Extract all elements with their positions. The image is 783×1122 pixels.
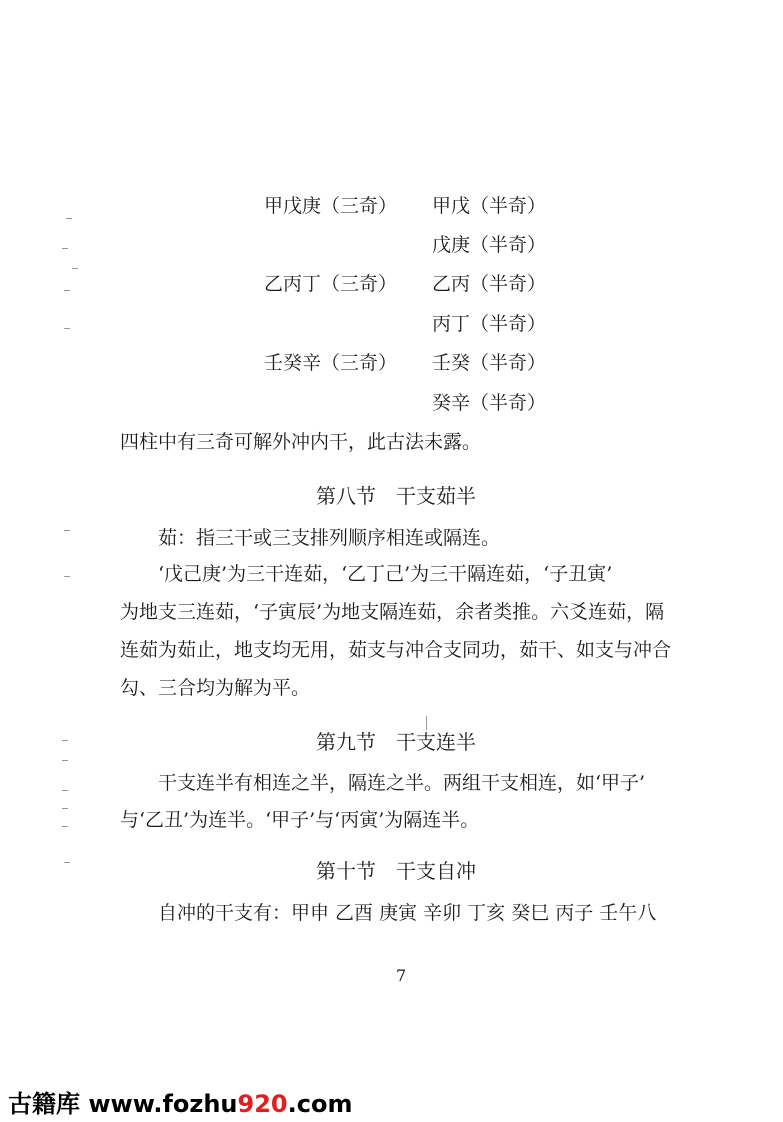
scan-speck — [72, 268, 78, 269]
scan-speck — [62, 740, 68, 741]
watermark-suffix: .com — [287, 1090, 353, 1118]
scan-speck — [64, 530, 70, 531]
qi-row-1-left: 甲戊庚（三奇） — [264, 195, 398, 217]
scan-speck — [426, 716, 427, 730]
scan-speck — [62, 808, 68, 809]
section-8-line-1: 茹：指三干或三支排列顺序相连或隔连。 — [158, 527, 501, 549]
scan-speck — [62, 826, 68, 827]
scan-speck — [66, 218, 72, 219]
qi-row-2-right: 戊庚（半奇） — [432, 234, 547, 256]
watermark-prefix: 古籍库 www.fozhu — [8, 1090, 238, 1118]
scan-speck — [64, 862, 70, 863]
section-8-line-2: ‘戊己庚’为三干连茹，‘乙丁己’为三干隔连茹，‘子丑寅’ — [158, 563, 613, 585]
scan-speck — [62, 790, 68, 791]
scan-speck — [62, 248, 68, 249]
scan-speck — [64, 576, 70, 577]
section-10-heading: 第十节 干支自冲 — [316, 859, 476, 883]
section-8-heading: 第八节 干支茹半 — [316, 484, 476, 508]
site-watermark — [8, 1084, 352, 1119]
qi-row-3-left: 乙丙丁（三奇） — [264, 273, 398, 295]
qi-row-5-right: 壬癸（半奇） — [432, 352, 547, 374]
qi-row-3-right: 乙丙（半奇） — [432, 273, 547, 295]
section-9-line-1: 干支连半有相连之半，隔连之半。两组干支相连，如‘甲子’ — [158, 772, 646, 794]
section-8-line-5: 勾、三合均为解为平。 — [120, 677, 311, 699]
scan-speck — [62, 760, 68, 761]
scan-speck — [64, 328, 70, 329]
qi-row-5-left: 壬癸辛（三奇） — [264, 352, 398, 374]
section-9-heading: 第九节 干支连半 — [316, 730, 476, 754]
qi-row-1-right: 甲戊（半奇） — [432, 195, 547, 217]
page-number: 7 — [396, 966, 407, 985]
section-10-line-1: 自冲的干支有：甲申 乙酉 庚寅 辛卯 丁亥 癸巳 丙子 壬午八 — [158, 902, 657, 924]
section-8-line-3: 为地支三连茹，‘子寅辰’为地支隔连茹，余者类推。六爻连茹，隔 — [120, 601, 665, 623]
qi-row-4-right: 丙丁（半奇） — [432, 313, 547, 335]
section-8-line-4: 连茹为茹止，地支均无用，茹支与冲合支同功，茹干、如支与冲合 — [120, 639, 672, 661]
qi-row-6-right: 癸辛（半奇） — [432, 392, 547, 414]
scan-speck — [64, 290, 70, 291]
section-9-line-2: 与‘乙丑’为连半。‘甲子’与‘丙寅’为隔连半。 — [120, 809, 480, 831]
note-line: 四柱中有三奇可解外冲内干，此古法未露。 — [120, 431, 482, 453]
watermark-number: 920 — [237, 1090, 288, 1118]
